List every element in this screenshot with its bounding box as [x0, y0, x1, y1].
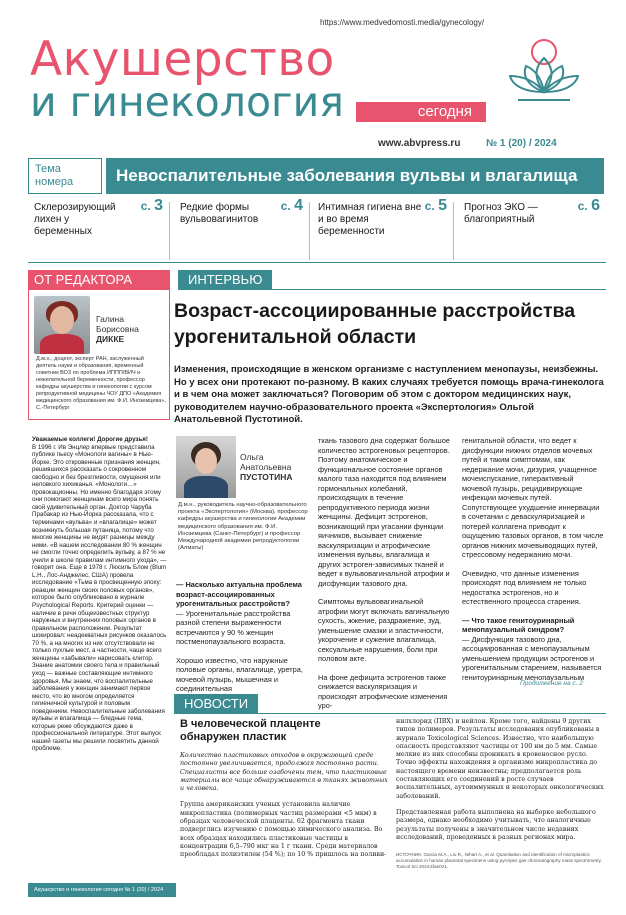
section-label-news: НОВОСТИ [174, 694, 606, 714]
article-column-3 [462, 436, 604, 682]
toc-item-title: Прогноз ЭКО — благоприятный [464, 202, 538, 225]
editor-letter [32, 436, 168, 753]
masthead-title-line1: Акушерство [30, 32, 335, 87]
guest-bio: Д.м.н., руководитель научно-образовательного проекта «Экспертология» (Москва), профессор кафедры акушерства и гинекологии Академии медицинского образования им. Ф.И. Иноземцева (Санкт-Петербург) и профессор Международной академии репродуктологии (Алматы) [178, 502, 308, 552]
editor-name: Галина Борисовна ДИККЕ [96, 314, 139, 344]
paragraph: ткань тазового дна содержат большое количество эстрогеновых рецепторов. Поэтому анатомическое и функциональное состояние органов малого таза находится под влиянием гормональных колебаний, происходящих в течение репродуктивного периода жизни женщины. Дефицит эстрогенов, возникающий при угасании функции яичников, вызывает снижение васкуляризации и атрофические изменения вульвы, влагалища и других эстроген-зависимых тканей и ведет к вульвовагинальной атрофии и дисфункции тазового дна. [318, 436, 450, 588]
section-label-interview: ИНТЕРВЬЮ [178, 270, 606, 290]
toc-item-title: Интимная гигиена вне и во время беременности [318, 202, 422, 237]
news-column-1 [180, 752, 388, 860]
continued-link[interactable]: Продолжение на с. 2 [520, 680, 583, 687]
toc-item-title: Склерозирующий лихен у беременных [34, 202, 116, 237]
news-title: В человеческой плаценте обнаружен пластик [180, 718, 321, 743]
paragraph: генитальной области, что ведет к дисфункции нижних отделов мочевых путей и таким симптомам, как недержание мочи, дизурия, учащенное мочеиспускание, гиперактивный мочевой пузырь, рецидивирующие инфекции мочевых путей. Сопутствующее ухудшение иннервации в сочетании с деваскуляризацией и потерей коллагена приводит к ощущению тазовых органов, в том числе органов нижних мочевыводящих путей, стрессовому недержанию мочи. [462, 436, 604, 559]
paragraph: Хорошо известно, что наружные половые органы, влагалище, уретра, мочевой пузырь, мышечная и соединительная [176, 655, 303, 693]
article-title: Возраст-ассоциированные расстройства урогенитальной области [174, 300, 576, 348]
toc-item[interactable] [28, 197, 170, 260]
divider [28, 262, 606, 263]
lotus-logo-icon [504, 30, 584, 110]
question: — Что такое генитоуринарный менопаузальный синдром? [462, 615, 575, 634]
theme-label: Тема номера [28, 158, 102, 194]
toc-item[interactable] [174, 197, 310, 260]
paragraph: нилхлорид (ПВХ) и нейлон. Кроме того, найдены 9 других типов полимеров. Результаты исследования опубликованы в журнале Toxicological Sciences. Известно, что наибольшую опасность представляют частицы от 100 нм до 5 мм. Самые мелкие из них способны проникать в кровеносное русло. Точно эффекты нахождения в организме микропластика до настоящего времени неизвестны; предполагается роль составляющих его соединений в росте случаев воспалительных, аутоиммунных и некоторых онкологических заболеваний. [396, 718, 604, 800]
site-url[interactable]: https://www.medvedomosti.media/gynecology/ [320, 18, 485, 27]
footer-issue: Акушерство и гинекология сегодня № 1 (20) / 2024 [28, 883, 176, 897]
toc-item-page: с. 6 [577, 197, 600, 214]
paragraph: На фоне дефицита эстрогенов также снижается васкуляризация и происходят атрофические изменения уро- [318, 672, 448, 710]
article-lead: Изменения, происходящие в женском организме с наступлением менопаузы, неизбежны. Но у всех они протекают по-разному. В каких случаях требуется помощь врача-гинеколога и в чем она может заключаться? Поговорим об этом с доктором медицинских наук, руководителем научно-образовательного проекта «Экспертология» Ольгой Анатольевной Пустотиной. [174, 364, 604, 425]
guest-name: Ольга Анатольевна ПУСТОТИНА [240, 452, 293, 482]
question: — Насколько актуальна проблема возраст-ассоциированных урогенитальных расстройств? [176, 580, 302, 608]
toc-item-title: Редкие формы вульвовагинитов [180, 202, 259, 225]
toc-item[interactable] [458, 197, 606, 260]
toc-item[interactable] [312, 197, 454, 260]
paragraph: Очевидно, что данные изменения происходят под влиянием не только недостатка эстрогенов, но и естественного процесса старения. [462, 568, 587, 606]
editor-bio: Д.м.н., доцент, эксперт РАН, заслуженный деятель науки и образования, временный советник ВОЗ по проблема ИППП/ВИЧ и нежелательной беременности, профессор кафедры акушерства и гинекологии с курсом репродуктивной медицины ЧОУ ДПО «Академия медицинского образования им. Ф.И. Иноземцева», С.-Петербург [36, 356, 166, 411]
toc-item-page: с. 5 [424, 197, 447, 214]
editor-heading: ОТ РЕДАКТОРА [28, 270, 170, 290]
article-column-1 [176, 580, 310, 694]
paragraph: Симптомы вульвовагинальной атрофии могут включать вагинальную сухость, жжение, раздражение, зуд, уменьшение смазки и эластичности, укорочение и сужение влагалища, сексуальные нарушения, боли при половом акте. [318, 597, 450, 663]
news-intro: Количество пластиковых отходов в окружающей среде постоянно увеличивается, продолжая постоянно расти. Специалисты все больше озабочены тем, что пластиковые материалы все чаще обнаруживаются в тканях животных и человека. [180, 752, 388, 793]
masthead-subtitle: сегодня [356, 102, 486, 122]
masthead-title-line2: и гинекология [30, 78, 344, 126]
paragraph: Группа американских ученых установила наличие микропластика (полимерных частиц размерами <5 мкм) в образцах человеческой плаценты. 62 фрагмента ткани подверглись изучению с помощью химического анализа. Во всех образцах находились пластиковые частицы в концентрации 6,5–790 мкг на 1 г ткани. Среди материалов преобладал полиэтилен (54 %); по 10 % пришлось на поливи- [180, 801, 387, 859]
answer: — Урогенитальные расстройства разной степени выраженности встречаются у 90 % женщин постменопаузального возраста. [176, 608, 291, 646]
editor-greeting: Уважаемые коллеги! Дорогие друзья! [32, 436, 148, 443]
toc-item-page: с. 4 [280, 197, 303, 214]
news-column-2 [396, 718, 604, 842]
theme-title: Невоспалительные заболевания вульвы и влагалища [106, 158, 604, 194]
editor-letter-body: В 1996 г. Ив Энцлер впервые представила публике пьесу «Монологи вагины» в Нью-Йорке. Это откровенные признания женщин, решившихся рассказать о сокровенном свободно и без брезгливости, смущения или неловкого хихиканья. «Монологи…» провокационны. Но именно благодаря этому они помогают женщинам всего мира понять свой удивительный орган. Доктор Чаруба Прабакар из Нью-Йорка рассказала, что с терминами «вульва» и «влагалище» может возникнуть большая путаница, потому что многие женщины не видят разницы между ними. «В нашем исследовании 80 % женщин не смогли точно определить вульву, а 87 % не учили в школе правилам интимного ухода», — говорит она. Еще в 1978 г. Люсиль Блом (Blum L.H., Лос-Анджелес, США) провела исследование «Тьма в просвещенную эпоху: реакции женщин своих половых органов», которое было опубликовано в журнале Psychological Reports. Критерий оценки — наличие в речи общеизвестных структур наружных и внутренних половых органов в правильном расположении. Результат шокировал: неадекватных рисунков оказалось 70 %, а на многих из них отсутствовали не только пухлые мест, а частности, чаще всего женщины «забывали» нарисовать клитор. Знание анатомии своего тела и правильный уход — важные составляющие интимного здоровья. Мы знаем, что воспалительные заболевания у женщин занимают первое место, что во многом определяется гигиеничной культурой и половым поведением. Невоспалительные заболевания вульвы и влагалища — бледные тема, которые реже обсуждаются даже в профессиональной литературе. Этот выпуск нашей газеты мы решили посвятить данной проблеме. [32, 443, 167, 753]
publisher-site[interactable]: www.abvpress.ru [378, 138, 461, 149]
paragraph: Представленная работа выполнена на выборке небольшого размера, однако необходимо учитывать, что аналогичные результаты получены в значительном числе недавних исследований, проведенных в разных регионах мира. [396, 808, 596, 841]
news-source: ИСТОЧНИК: Garcia M.A., Liu R., Nihart A., et al. Quantitation and identification of microplastics accumulation in human placental specimens using pyrolysis gas chromatography mass spectrometry. Toxicol Sci 2024;kfae021. [396, 852, 602, 869]
issue-number: № 1 (20) / 2024 [486, 138, 557, 149]
answer: — Дисфункция тазового дна, ассоциированная с менопаузальным уменьшением продукции эстрогенов и урогенитальным старением, называется генитоуринарным менопаузальным [462, 634, 602, 682]
editor-photo [34, 296, 90, 354]
article-column-2 [318, 436, 454, 711]
guest-photo [176, 436, 236, 498]
toc-item-page: с. 3 [140, 197, 163, 214]
